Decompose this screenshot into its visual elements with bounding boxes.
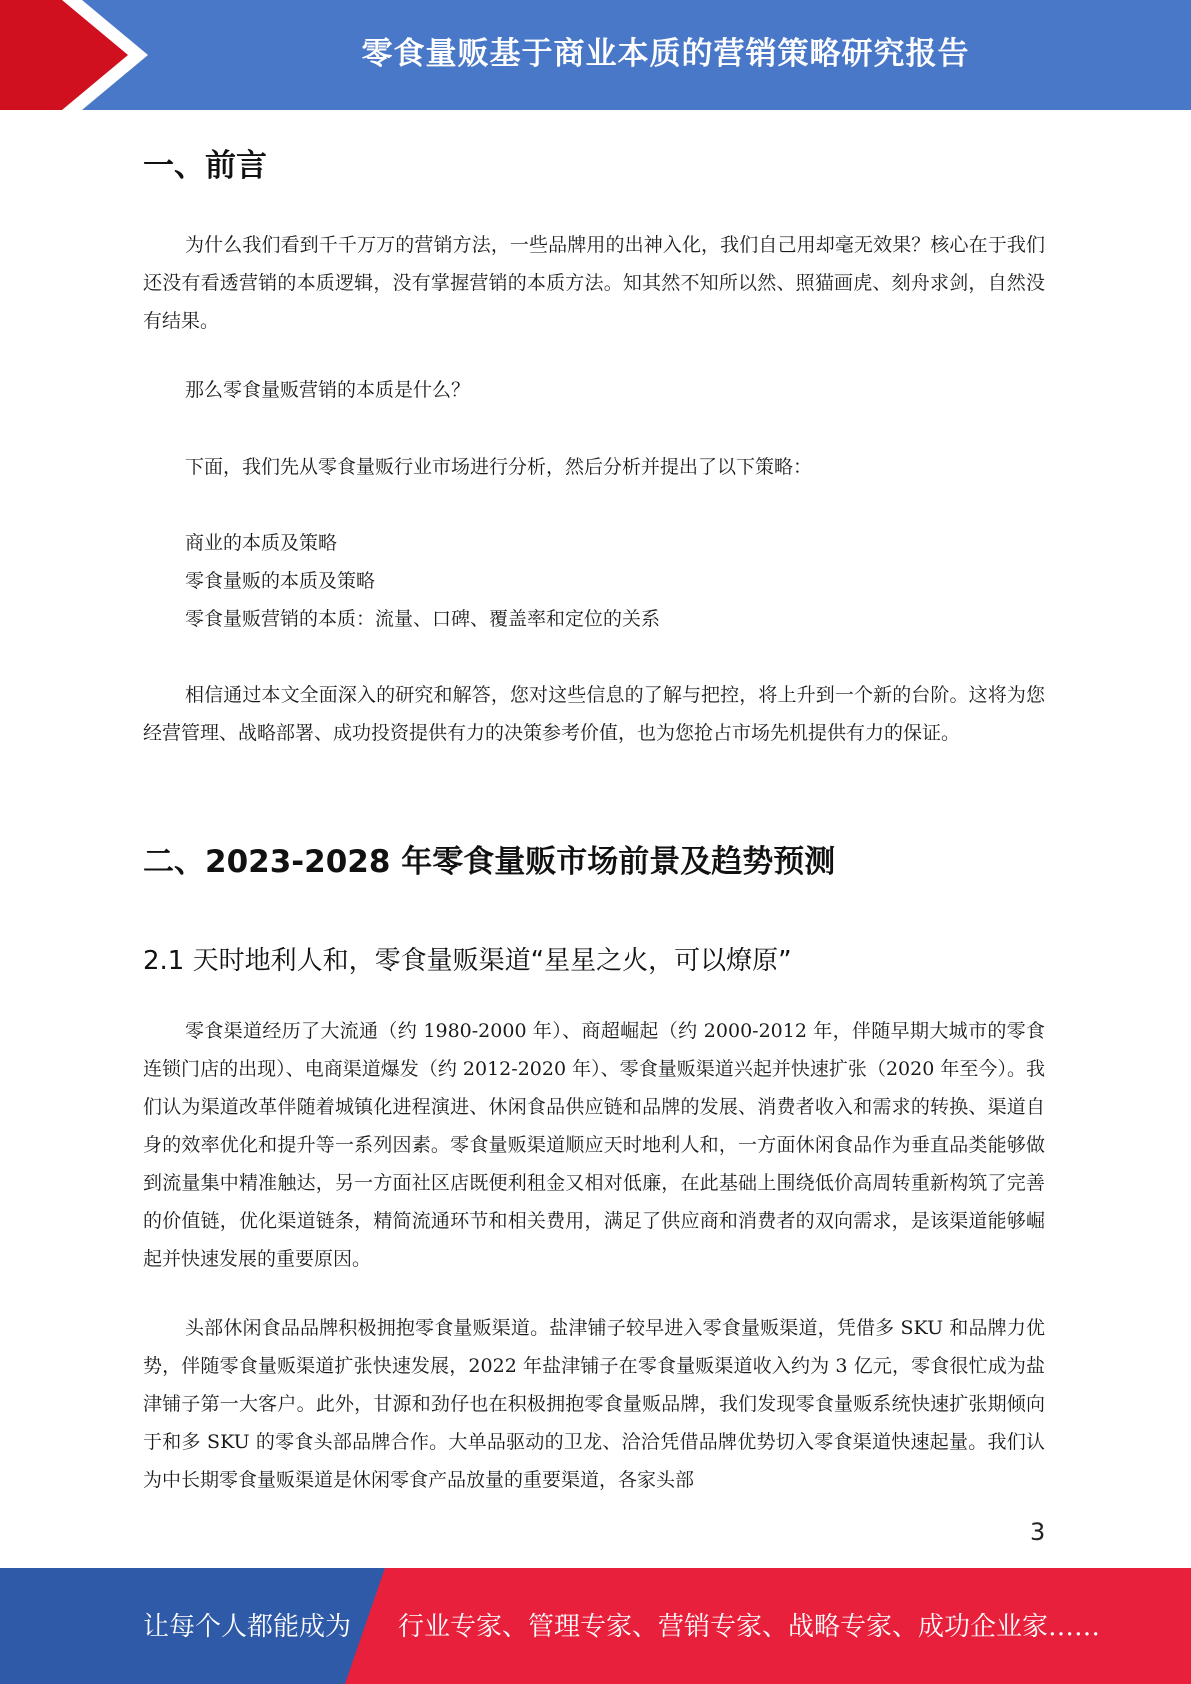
paragraph: 头部休闲食品品牌积极拥抱零食量贩渠道。盐津铺子较早进入零食量贩渠道，凭借多 SKU 和品牌力优势，伴随零食量贩渠道扩张快速发展，2022 年盐津铺子在零食量贩渠道收入约为 3 亿元，零食很忙成为盐津铺子第一大客户。此外，甘源和劲仔也在积极拥抱零食量贩品牌，我们发现零食量贩系统快速扩张期倾向于和多 SKU 的零食头部品牌合作。大单品驱动的卫龙、洽洽凭借品牌优势切入零食渠道快速起量。我们认为中长期零食量贩渠道是休闲零食产品放量的重要渠道，各家头部 <box>143 1317 1045 1491</box>
list-item: 零食量贩营销的本质：流量、口碑、覆盖率和定位的关系 <box>185 608 661 630</box>
section-heading-preface: 一、前言 <box>143 148 267 184</box>
list-item: 零食量贩的本质及策略 <box>185 570 376 592</box>
subsection-heading: 2.1 天时地利人和，零食量贩渠道“星星之火，可以燎原” <box>143 946 792 976</box>
paragraph: 下面，我们先从零食量贩行业市场进行分析，然后分析并提出了以下策略： <box>185 456 813 478</box>
page-number: 3 <box>1030 1518 1046 1546</box>
document-title: 零食量贩基于商业本质的营销策略研究报告 <box>361 36 970 72</box>
paragraph: 零食渠道经历了大流通（约 1980-2000 年）、商超崛起（约 2000-2012 年，伴随早期大城市的零食连锁门店的出现）、电商渠道爆发（约 2012-2020 年）、零食量贩渠道兴起并快速扩张（2020 年至今）。我们认为渠道改革伴随着城镇化进程演进、休闲食品供应链和品牌的发展、消费者收入和需求的转换、渠道自身的效率优化和提升等一系列因素。零食量贩渠道顺应天时地利人和，一方面休闲食品作为垂直品类能够做到流量集中精准触达，另一方面社区店既便利租金又相对低廉，在此基础上围绕低价高周转重新构筑了完善的价值链，优化渠道链条，精简流通环节和相关费用，满足了供应商和消费者的双向需求，是该渠道能够崛起并快速发展的重要原因。 <box>143 1020 1045 1270</box>
paragraph: 相信通过本文全面深入的研究和解答，您对这些信息的了解与把控，将上升到一个新的台阶。这将为您经营管理、战略部署、成功投资提供有力的决策参考价值，也为您抢占市场先机提供有力的保证。 <box>143 684 1045 744</box>
header-banner <box>0 0 1191 110</box>
paragraph: 那么零食量贩营销的本质是什么？ <box>185 379 471 401</box>
list-item: 商业的本质及策略 <box>185 532 338 554</box>
footer-slogan-left: 让每个人都能成为 <box>143 1612 352 1642</box>
section-heading-forecast: 二、2023-2028 年零食量贩市场前景及趋势预测 <box>143 844 836 880</box>
footer-banner <box>0 1568 1191 1684</box>
footer-slogan-right: 行业专家、管理专家、营销专家、战略专家、成功企业家…… <box>398 1612 1101 1642</box>
paragraph: 为什么我们看到千千万万的营销方法，一些品牌用的出神入化，我们自己用却毫无效果？核心在于我们还没有看透营销的本质逻辑，没有掌握营销的本质方法。知其然不知所以然、照猫画虎、刻舟求剑，自然没有结果。 <box>143 234 1045 332</box>
